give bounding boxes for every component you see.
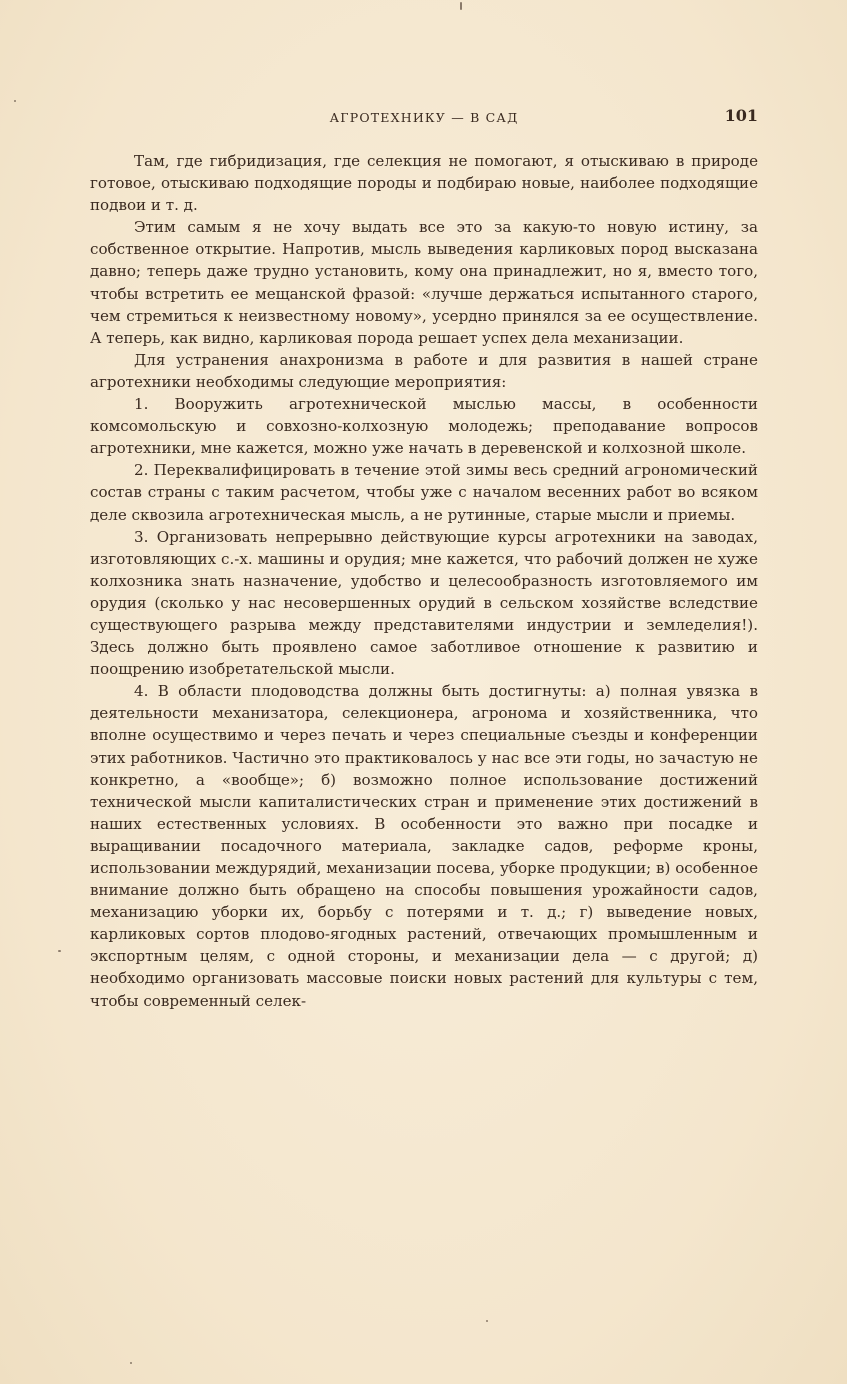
paper-speck [58, 950, 61, 952]
paper-speck [130, 1362, 132, 1364]
page-number: 101 [724, 106, 758, 125]
list-item: 2. Переквалифицировать в течение этой зимы весь средний агрономический состав страны с таким расчетом, чтобы уже с началом весенних работ во всяком деле сквозила агротехническая мысль, а не рутинные, старые мысли и приемы. [90, 461, 758, 524]
page-header [90, 106, 758, 130]
paper-speck [14, 100, 16, 102]
list-item: 3. Организовать непрерывно действующие курсы агротехники на заводах, изготовляющих с.-х. машины и орудия; мне кажется, что рабочий должен не хуже колхозника знать назначение, удобство и целесообразность изготовляемого им орудия (сколько у нас несовершенных орудий в сельском хозяйстве вследствие существующего разрыва между представителями индустрии и земледелия!). Здесь должно быть проявлено самое заботливое отношение к развитию и поощрению изобретательской мысли. [90, 527, 758, 679]
body-text [90, 150, 758, 1012]
paper-speck [460, 2, 462, 10]
paragraph: Там, где гибридизация, где селекция не помогают, я отыскиваю в природе готовое, отыскиваю подходящие породы и подбираю новые, наиболее подходящие подвои и т. д. [90, 152, 758, 215]
list-item: 4. В области плодоводства должны быть достигнуты: а) полная увязка в деятельности механизатора, селекционера, агронома и хозяйственника, что вполне осуществимо и через печать и через специальные съезды и конференции этих работников. Частично это практиковалось у нас все эти годы, но зачастую не конкретно, а «вообще»; б) возможно полное использование достижений технической мысли капиталистических стран и применение этих достижений в наших естественных условиях. В особенности это важно при посадке и выращивании посадочного материала, закладке садов, реформе кроны, использовании междурядий, механизации посева, уборке продукции; в) особенное внимание должно быть обращено на способы повышения урожайности садов, механизацию уборки их, борьбу с потерями и т. д.; г) выведение новых, карликовых сортов плодово-ягодных растений, отвечающих промышленным и экспортным целям, с одной стороны, и механизации дела — с другой; д) необходимо организовать массовые поиски новых растений для культуры с тем, чтобы современный селек- [90, 682, 758, 1010]
list-item: 1. Вооружить агротехнической мыслью массы, в особенности комсомольскую и совхозно-колхозную молодежь; преподавание вопросов агротехники, мне кажется, можно уже начать в деревенской и колхозной школе. [90, 395, 758, 458]
paragraph: Этим самым я не хочу выдать все это за какую-то новую истину, за собственное открытие. Напротив, мысль выведения карликовых пород высказана давно; теперь даже трудно установить, кому она принадлежит, но я, вместо того, чтобы встретить ее мещанской фразой: «лучше держаться испытанного старого, чем стремиться к неизвестному новому», усердно принялся за ее осуществление. А теперь, как видно, карликовая порода решает успех дела механизации. [90, 218, 758, 347]
paper-speck [486, 1320, 488, 1322]
running-head: АГРОТЕХНИКУ — В САД [329, 110, 519, 125]
paragraph: Для устранения анахронизма в работе и для развития в нашей стране агротехники необходимы следующие мероприятия: [90, 350, 758, 391]
